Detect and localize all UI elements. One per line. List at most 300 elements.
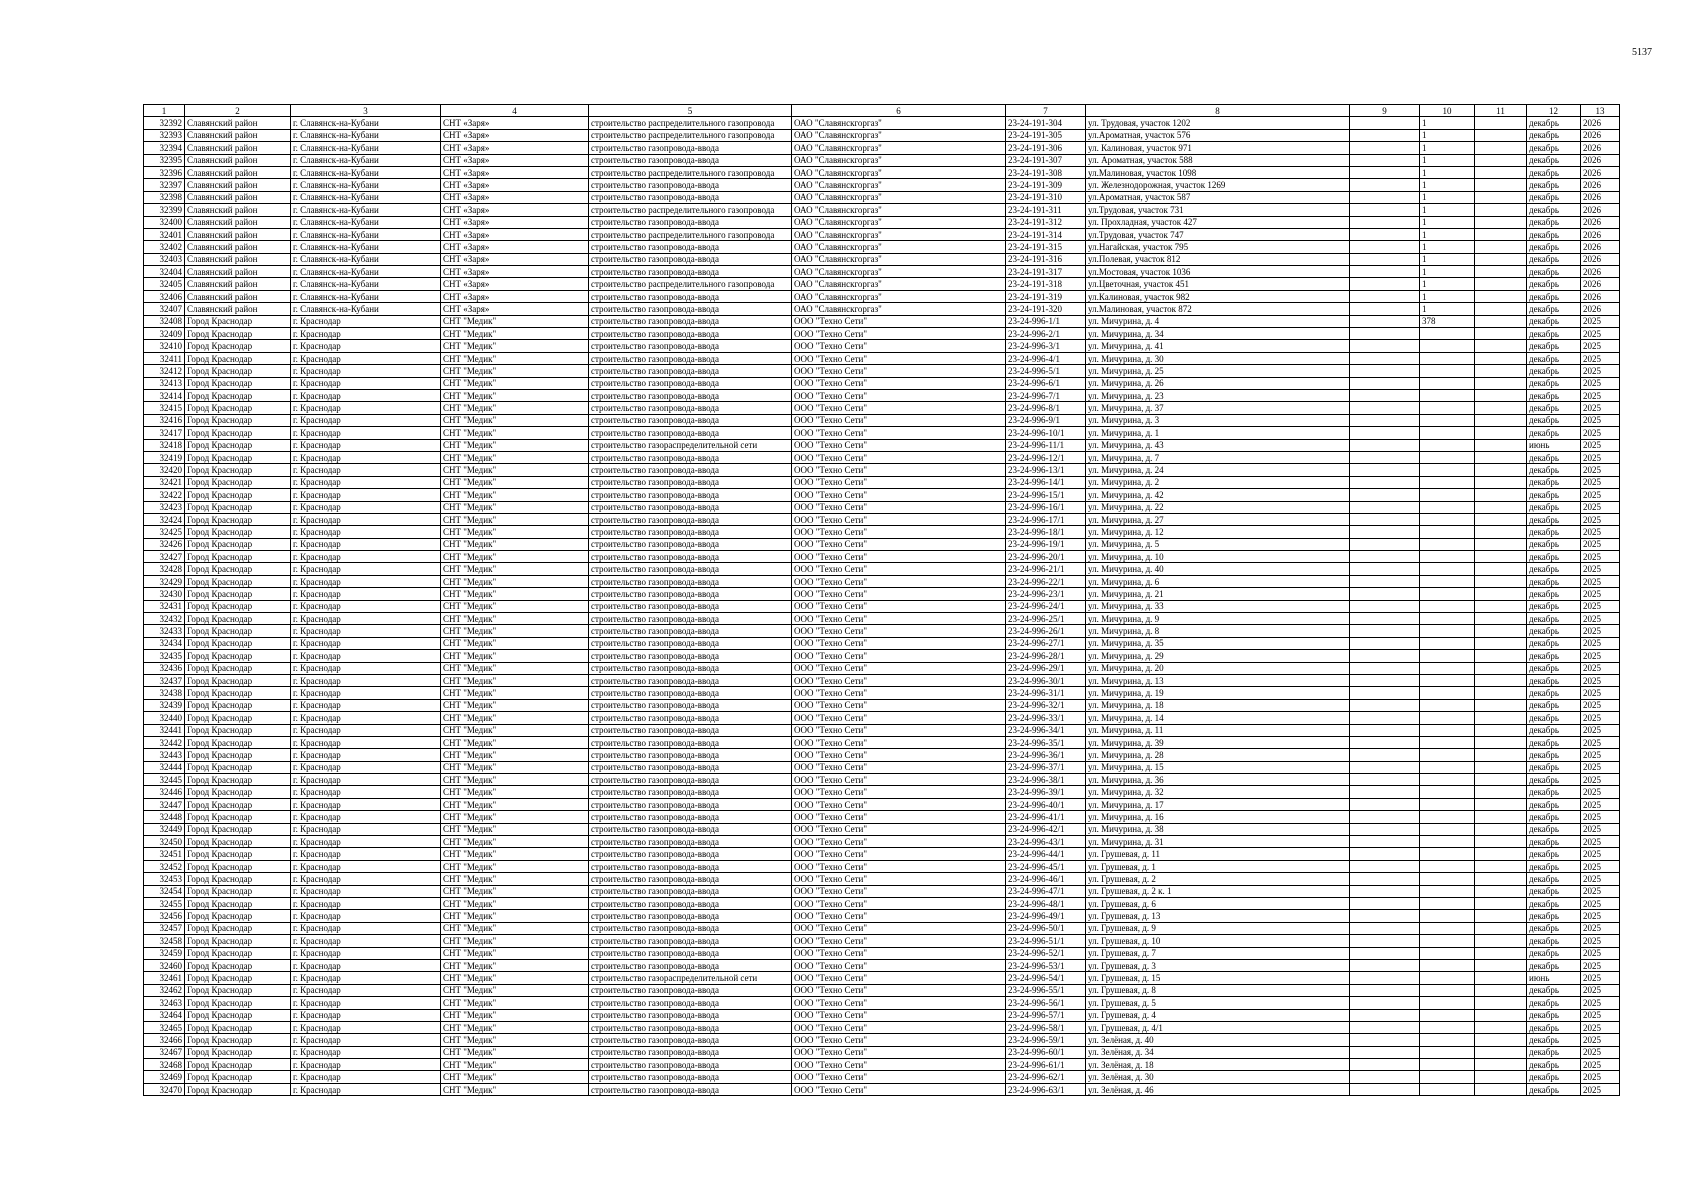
cell-col-9: [1350, 588, 1420, 600]
cell-snt-name: СНТ "Медик": [441, 1059, 589, 1071]
cell-month: декабрь: [1527, 997, 1581, 1009]
cell-address: ул. Мичурина, д. 23: [1086, 389, 1350, 401]
cell-year: 2025: [1581, 997, 1620, 1009]
cell-month: декабрь: [1527, 129, 1581, 141]
cell-district: Город Краснодар: [185, 687, 291, 699]
cell-address: ул. Зелёная, д. 40: [1086, 1034, 1350, 1046]
cell-organization: ООО "Техно Сети": [792, 464, 1006, 476]
cell-city: г. Краснодар: [291, 476, 441, 488]
cell-quantity: [1420, 613, 1475, 625]
cell-snt-name: СНТ "Медик": [441, 451, 589, 463]
cell-month: декабрь: [1527, 823, 1581, 835]
cell-row-number: 32463: [144, 997, 185, 1009]
cell-organization: ООО "Техно Сети": [792, 439, 1006, 451]
cell-month: декабрь: [1527, 228, 1581, 240]
cell-snt-name: СНТ «Заря»: [441, 216, 589, 228]
cell-snt-name: СНТ "Медик": [441, 972, 589, 984]
cell-city: г. Краснодар: [291, 984, 441, 996]
cell-district: Город Краснодар: [185, 439, 291, 451]
cell-col-11: [1475, 191, 1527, 203]
cell-col-9: [1350, 724, 1420, 736]
cell-month: декабрь: [1527, 922, 1581, 934]
cell-cadastral-number: 23-24-996-22/1: [1006, 575, 1086, 587]
cell-district: Город Краснодар: [185, 699, 291, 711]
table-row: [144, 811, 1620, 823]
cell-district: Город Краснодар: [185, 575, 291, 587]
table-row: [144, 947, 1620, 959]
cell-cadastral-number: 23-24-996-52/1: [1006, 947, 1086, 959]
cell-cadastral-number: 23-24-996-18/1: [1006, 526, 1086, 538]
cell-col-11: [1475, 389, 1527, 401]
cell-month: декабрь: [1527, 749, 1581, 761]
cell-work-type: строительство газораспределительной сети: [589, 972, 792, 984]
cell-col-11: [1475, 984, 1527, 996]
cell-cadastral-number: 23-24-996-12/1: [1006, 451, 1086, 463]
cell-work-type: строительство газопровода-ввода: [589, 253, 792, 265]
cell-quantity: [1420, 674, 1475, 686]
cell-row-number: 32449: [144, 823, 185, 835]
cell-quantity: [1420, 997, 1475, 1009]
cell-work-type: строительство газопровода-ввода: [589, 191, 792, 203]
cell-city: г. Краснодар: [291, 501, 441, 513]
cell-year: 2025: [1581, 551, 1620, 563]
cell-year: 2025: [1581, 1071, 1620, 1083]
cell-col-9: [1350, 997, 1420, 1009]
cell-address: ул. Грушевая, д. 10: [1086, 935, 1350, 947]
table-row: [144, 1059, 1620, 1071]
cell-quantity: [1420, 352, 1475, 364]
cell-district: Город Краснодар: [185, 476, 291, 488]
cell-month: декабрь: [1527, 1034, 1581, 1046]
cell-work-type: строительство газопровода-ввода: [589, 1009, 792, 1021]
cell-col-9: [1350, 191, 1420, 203]
cell-district: Город Краснодар: [185, 1009, 291, 1021]
column-header-9: 9: [1350, 105, 1420, 117]
cell-row-number: 32448: [144, 811, 185, 823]
cell-organization: ООО "Техно Сети": [792, 674, 1006, 686]
cell-district: Город Краснодар: [185, 848, 291, 860]
cell-col-11: [1475, 1083, 1527, 1095]
cell-district: Город Краснодар: [185, 1071, 291, 1083]
cell-snt-name: СНТ "Медик": [441, 736, 589, 748]
cell-organization: ООО "Техно Сети": [792, 377, 1006, 389]
cell-address: ул. Зелёная, д. 34: [1086, 1046, 1350, 1058]
cell-district: Город Краснодар: [185, 489, 291, 501]
cell-organization: ООО "Техно Сети": [792, 526, 1006, 538]
cell-work-type: строительство газопровода-ввода: [589, 402, 792, 414]
cell-row-number: 32458: [144, 935, 185, 947]
cell-col-9: [1350, 166, 1420, 178]
cell-col-11: [1475, 563, 1527, 575]
cell-row-number: 32469: [144, 1071, 185, 1083]
cell-quantity: [1420, 1059, 1475, 1071]
table-row: [144, 650, 1620, 662]
cell-work-type: строительство газопровода-ввода: [589, 935, 792, 947]
cell-col-9: [1350, 687, 1420, 699]
cell-col-9: [1350, 526, 1420, 538]
cell-col-11: [1475, 228, 1527, 240]
cell-city: г. Краснодар: [291, 1034, 441, 1046]
cell-city: г. Славянск-на-Кубани: [291, 303, 441, 315]
cell-year: 2025: [1581, 724, 1620, 736]
cell-row-number: 32466: [144, 1034, 185, 1046]
cell-organization: ООО "Техно Сети": [792, 1059, 1006, 1071]
cell-quantity: [1420, 328, 1475, 340]
cell-quantity: [1420, 1071, 1475, 1083]
cell-address: ул. Зелёная, д. 18: [1086, 1059, 1350, 1071]
cell-year: 2025: [1581, 798, 1620, 810]
cell-work-type: строительство распределительного газопровода: [589, 228, 792, 240]
cell-row-number: 32428: [144, 563, 185, 575]
cell-col-11: [1475, 365, 1527, 377]
cell-year: 2025: [1581, 501, 1620, 513]
cell-work-type: строительство газопровода-ввода: [589, 724, 792, 736]
cell-row-number: 32422: [144, 489, 185, 501]
cell-work-type: строительство газопровода-ввода: [589, 749, 792, 761]
cell-month: декабрь: [1527, 241, 1581, 253]
cell-snt-name: СНТ "Медик": [441, 947, 589, 959]
table-row: [144, 204, 1620, 216]
cell-city: г. Краснодар: [291, 588, 441, 600]
cell-year: 2025: [1581, 699, 1620, 711]
cell-snt-name: СНТ "Медик": [441, 811, 589, 823]
table-row: [144, 315, 1620, 327]
table-row: [144, 575, 1620, 587]
cell-row-number: 32420: [144, 464, 185, 476]
cell-organization: ООО "Техно Сети": [792, 910, 1006, 922]
cell-cadastral-number: 23-24-191-317: [1006, 266, 1086, 278]
cell-snt-name: СНТ «Заря»: [441, 117, 589, 129]
cell-year: 2025: [1581, 749, 1620, 761]
cell-cadastral-number: 23-24-996-36/1: [1006, 749, 1086, 761]
cell-row-number: 32436: [144, 662, 185, 674]
cell-address: ул. Мичурина, д. 32: [1086, 786, 1350, 798]
table-row: [144, 997, 1620, 1009]
cell-cadastral-number: 23-24-996-51/1: [1006, 935, 1086, 947]
cell-address: ул. Мичурина, д. 38: [1086, 823, 1350, 835]
cell-organization: ООО "Техно Сети": [792, 997, 1006, 1009]
cell-row-number: 32424: [144, 513, 185, 525]
cell-col-9: [1350, 489, 1420, 501]
cell-snt-name: СНТ "Медик": [441, 761, 589, 773]
cell-col-9: [1350, 513, 1420, 525]
cell-address: ул.Полевая, участок 812: [1086, 253, 1350, 265]
cell-city: г. Краснодар: [291, 402, 441, 414]
cell-organization: ООО "Техно Сети": [792, 687, 1006, 699]
cell-month: декабрь: [1527, 365, 1581, 377]
cell-organization: ООО "Техно Сети": [792, 538, 1006, 550]
cell-quantity: [1420, 389, 1475, 401]
cell-col-9: [1350, 650, 1420, 662]
table-row: [144, 613, 1620, 625]
cell-district: Город Краснодар: [185, 749, 291, 761]
cell-month: декабрь: [1527, 154, 1581, 166]
cell-organization: ООО "Техно Сети": [792, 786, 1006, 798]
cell-snt-name: СНТ "Медик": [441, 1034, 589, 1046]
cell-organization: ООО "Техно Сети": [792, 588, 1006, 600]
table-row: [144, 303, 1620, 315]
cell-city: г. Краснодар: [291, 1046, 441, 1058]
cell-year: 2025: [1581, 402, 1620, 414]
cell-organization: ООО "Техно Сети": [792, 749, 1006, 761]
cell-col-9: [1350, 674, 1420, 686]
cell-month: декабрь: [1527, 1046, 1581, 1058]
cell-quantity: [1420, 451, 1475, 463]
cell-organization: ООО "Техно Сети": [792, 1034, 1006, 1046]
cell-address: ул. Мичурина, д. 28: [1086, 749, 1350, 761]
table-row: [144, 984, 1620, 996]
cell-cadastral-number: 23-24-996-41/1: [1006, 811, 1086, 823]
cell-quantity: [1420, 513, 1475, 525]
cell-month: декабрь: [1527, 1083, 1581, 1095]
cell-col-9: [1350, 228, 1420, 240]
cell-col-11: [1475, 253, 1527, 265]
table-row: [144, 873, 1620, 885]
cell-cadastral-number: 23-24-996-31/1: [1006, 687, 1086, 699]
cell-month: декабрь: [1527, 402, 1581, 414]
cell-row-number: 32429: [144, 575, 185, 587]
cell-quantity: [1420, 898, 1475, 910]
cell-month: декабрь: [1527, 340, 1581, 352]
cell-snt-name: СНТ «Заря»: [441, 241, 589, 253]
cell-district: Город Краснодар: [185, 898, 291, 910]
cell-quantity: [1420, 786, 1475, 798]
cell-city: г. Краснодар: [291, 600, 441, 612]
cell-organization: ООО "Техно Сети": [792, 501, 1006, 513]
cell-cadastral-number: 23-24-996-62/1: [1006, 1071, 1086, 1083]
table-row: [144, 365, 1620, 377]
cell-year: 2025: [1581, 823, 1620, 835]
cell-address: ул. Мичурина, д. 1: [1086, 427, 1350, 439]
cell-year: 2026: [1581, 129, 1620, 141]
cell-address: ул. Мичурина, д. 9: [1086, 613, 1350, 625]
cell-organization: ООО "Техно Сети": [792, 1083, 1006, 1095]
table-row: [144, 761, 1620, 773]
cell-col-11: [1475, 637, 1527, 649]
cell-work-type: строительство газопровода-ввода: [589, 662, 792, 674]
cell-city: г. Краснодар: [291, 365, 441, 377]
cell-snt-name: СНТ «Заря»: [441, 253, 589, 265]
cell-month: декабрь: [1527, 798, 1581, 810]
cell-work-type: строительство газопровода-ввода: [589, 538, 792, 550]
cell-row-number: 32417: [144, 427, 185, 439]
cell-quantity: [1420, 811, 1475, 823]
cell-month: декабрь: [1527, 860, 1581, 872]
cell-work-type: строительство газопровода-ввода: [589, 712, 792, 724]
cell-work-type: строительство газопровода-ввода: [589, 687, 792, 699]
cell-year: 2025: [1581, 873, 1620, 885]
cell-organization: ОАО "Славянскгоргаз": [792, 191, 1006, 203]
cell-address: ул. Мичурина, д. 41: [1086, 340, 1350, 352]
cell-district: Город Краснодар: [185, 674, 291, 686]
cell-address: ул. Мичурина, д. 12: [1086, 526, 1350, 538]
cell-address: ул. Мичурина, д. 19: [1086, 687, 1350, 699]
cell-quantity: [1420, 1009, 1475, 1021]
cell-cadastral-number: 23-24-996-28/1: [1006, 650, 1086, 662]
table-row: [144, 464, 1620, 476]
cell-address: ул.Калиновая, участок 982: [1086, 290, 1350, 302]
cell-address: ул. Железнодорожная, участок 1269: [1086, 179, 1350, 191]
cell-month: декабрь: [1527, 489, 1581, 501]
cell-snt-name: СНТ "Медик": [441, 662, 589, 674]
cell-cadastral-number: 23-24-996-34/1: [1006, 724, 1086, 736]
cell-city: г. Краснодар: [291, 650, 441, 662]
cell-work-type: строительство газопровода-ввода: [589, 774, 792, 786]
column-header-11: 11: [1475, 105, 1527, 117]
column-header-13: 13: [1581, 105, 1620, 117]
cell-address: ул. Мичурина, д. 37: [1086, 402, 1350, 414]
cell-work-type: строительство газопровода-ввода: [589, 786, 792, 798]
cell-cadastral-number: 23-24-996-29/1: [1006, 662, 1086, 674]
cell-month: декабрь: [1527, 352, 1581, 364]
cell-cadastral-number: 23-24-996-37/1: [1006, 761, 1086, 773]
cell-cadastral-number: 23-24-996-50/1: [1006, 922, 1086, 934]
cell-year: 2025: [1581, 1083, 1620, 1095]
cell-snt-name: СНТ "Медик": [441, 427, 589, 439]
table-row: [144, 451, 1620, 463]
cell-month: декабрь: [1527, 984, 1581, 996]
table-row: [144, 352, 1620, 364]
cell-address: ул. Мичурина, д. 13: [1086, 674, 1350, 686]
cell-snt-name: СНТ "Медик": [441, 575, 589, 587]
cell-snt-name: СНТ «Заря»: [441, 228, 589, 240]
cell-year: 2025: [1581, 414, 1620, 426]
cell-col-9: [1350, 402, 1420, 414]
cell-organization: ОАО "Славянскгоргаз": [792, 204, 1006, 216]
cell-row-number: 32426: [144, 538, 185, 550]
cell-city: г. Краснодар: [291, 674, 441, 686]
cell-year: 2025: [1581, 365, 1620, 377]
cell-work-type: строительство газопровода-ввода: [589, 328, 792, 340]
cell-work-type: строительство газопровода-ввода: [589, 650, 792, 662]
cell-row-number: 32452: [144, 860, 185, 872]
cell-organization: ОАО "Славянскгоргаз": [792, 179, 1006, 191]
cell-cadastral-number: 23-24-191-305: [1006, 129, 1086, 141]
cell-col-9: [1350, 922, 1420, 934]
cell-row-number: 32413: [144, 377, 185, 389]
cell-work-type: строительство газопровода-ввода: [589, 451, 792, 463]
cell-work-type: строительство газопровода-ввода: [589, 154, 792, 166]
cell-row-number: 32439: [144, 699, 185, 711]
cell-organization: ООО "Техно Сети": [792, 873, 1006, 885]
cell-district: Город Краснодар: [185, 402, 291, 414]
cell-cadastral-number: 23-24-996-53/1: [1006, 959, 1086, 971]
cell-cadastral-number: 23-24-191-315: [1006, 241, 1086, 253]
cell-row-number: 32430: [144, 588, 185, 600]
cell-district: Славянский район: [185, 303, 291, 315]
cell-district: Город Краснодар: [185, 315, 291, 327]
cell-col-9: [1350, 179, 1420, 191]
cell-col-11: [1475, 1034, 1527, 1046]
cell-address: ул. Мичурина, д. 4: [1086, 315, 1350, 327]
table-row: [144, 328, 1620, 340]
cell-month: декабрь: [1527, 476, 1581, 488]
cell-city: г. Краснодар: [291, 786, 441, 798]
cell-work-type: строительство газопровода-ввода: [589, 501, 792, 513]
cell-address: ул.Малиновая, участок 872: [1086, 303, 1350, 315]
cell-month: декабрь: [1527, 724, 1581, 736]
cell-address: ул. Грушевая, д. 4/1: [1086, 1021, 1350, 1033]
cell-city: г. Краснодар: [291, 1021, 441, 1033]
cell-address: ул. Мичурина, д. 20: [1086, 662, 1350, 674]
cell-row-number: 32405: [144, 278, 185, 290]
cell-address: ул. Мичурина, д. 26: [1086, 377, 1350, 389]
cell-col-11: [1475, 526, 1527, 538]
cell-year: 2025: [1581, 972, 1620, 984]
cell-col-9: [1350, 1034, 1420, 1046]
cell-district: Город Краснодар: [185, 551, 291, 563]
cell-work-type: строительство газопровода-ввода: [589, 526, 792, 538]
cell-organization: ОАО "Славянскгоргаз": [792, 241, 1006, 253]
cell-year: 2026: [1581, 303, 1620, 315]
cell-district: Город Краснодар: [185, 786, 291, 798]
cell-month: декабрь: [1527, 873, 1581, 885]
cell-month: декабрь: [1527, 736, 1581, 748]
cell-organization: ООО "Техно Сети": [792, 328, 1006, 340]
cell-work-type: строительство газопровода-ввода: [589, 922, 792, 934]
cell-cadastral-number: 23-24-996-7/1: [1006, 389, 1086, 401]
cell-col-11: [1475, 997, 1527, 1009]
cell-snt-name: СНТ «Заря»: [441, 179, 589, 191]
cell-row-number: 32421: [144, 476, 185, 488]
cell-district: Город Краснодар: [185, 984, 291, 996]
cell-organization: ООО "Техно Сети": [792, 563, 1006, 575]
cell-work-type: строительство газопровода-ввода: [589, 414, 792, 426]
cell-snt-name: СНТ "Медик": [441, 551, 589, 563]
cell-city: г. Краснодар: [291, 352, 441, 364]
cell-organization: ООО "Техно Сети": [792, 513, 1006, 525]
cell-city: г. Краснодар: [291, 761, 441, 773]
cell-city: г. Краснодар: [291, 699, 441, 711]
cell-month: декабрь: [1527, 1021, 1581, 1033]
cell-organization: ООО "Техно Сети": [792, 972, 1006, 984]
cell-col-11: [1475, 712, 1527, 724]
cell-quantity: [1420, 712, 1475, 724]
cell-row-number: 32456: [144, 910, 185, 922]
cell-year: 2025: [1581, 984, 1620, 996]
cell-year: 2025: [1581, 625, 1620, 637]
cell-address: ул. Грушевая, д. 9: [1086, 922, 1350, 934]
cell-month: декабрь: [1527, 836, 1581, 848]
cell-address: ул. Грушевая, д. 2: [1086, 873, 1350, 885]
table-row: [144, 798, 1620, 810]
cell-year: 2025: [1581, 451, 1620, 463]
cell-col-11: [1475, 749, 1527, 761]
cell-quantity: [1420, 377, 1475, 389]
cell-row-number: 32403: [144, 253, 185, 265]
cell-row-number: 32407: [144, 303, 185, 315]
cell-work-type: строительство газопровода-ввода: [589, 910, 792, 922]
cell-address: ул. Грушевая, д. 4: [1086, 1009, 1350, 1021]
cell-quantity: [1420, 340, 1475, 352]
cell-city: г. Краснодар: [291, 538, 441, 550]
cell-district: Город Краснодар: [185, 1046, 291, 1058]
cell-col-9: [1350, 625, 1420, 637]
cell-city: г. Краснодар: [291, 898, 441, 910]
cell-month: декабрь: [1527, 1059, 1581, 1071]
cell-year: 2026: [1581, 278, 1620, 290]
cell-quantity: [1420, 848, 1475, 860]
cell-col-11: [1475, 1071, 1527, 1083]
cell-address: ул. Мичурина, д. 39: [1086, 736, 1350, 748]
cell-city: г. Краснодар: [291, 836, 441, 848]
table-row: [144, 476, 1620, 488]
cell-city: г. Краснодар: [291, 464, 441, 476]
cell-organization: ООО "Техно Сети": [792, 848, 1006, 860]
table-row: [144, 253, 1620, 265]
cell-col-9: [1350, 278, 1420, 290]
cell-row-number: 32446: [144, 786, 185, 798]
